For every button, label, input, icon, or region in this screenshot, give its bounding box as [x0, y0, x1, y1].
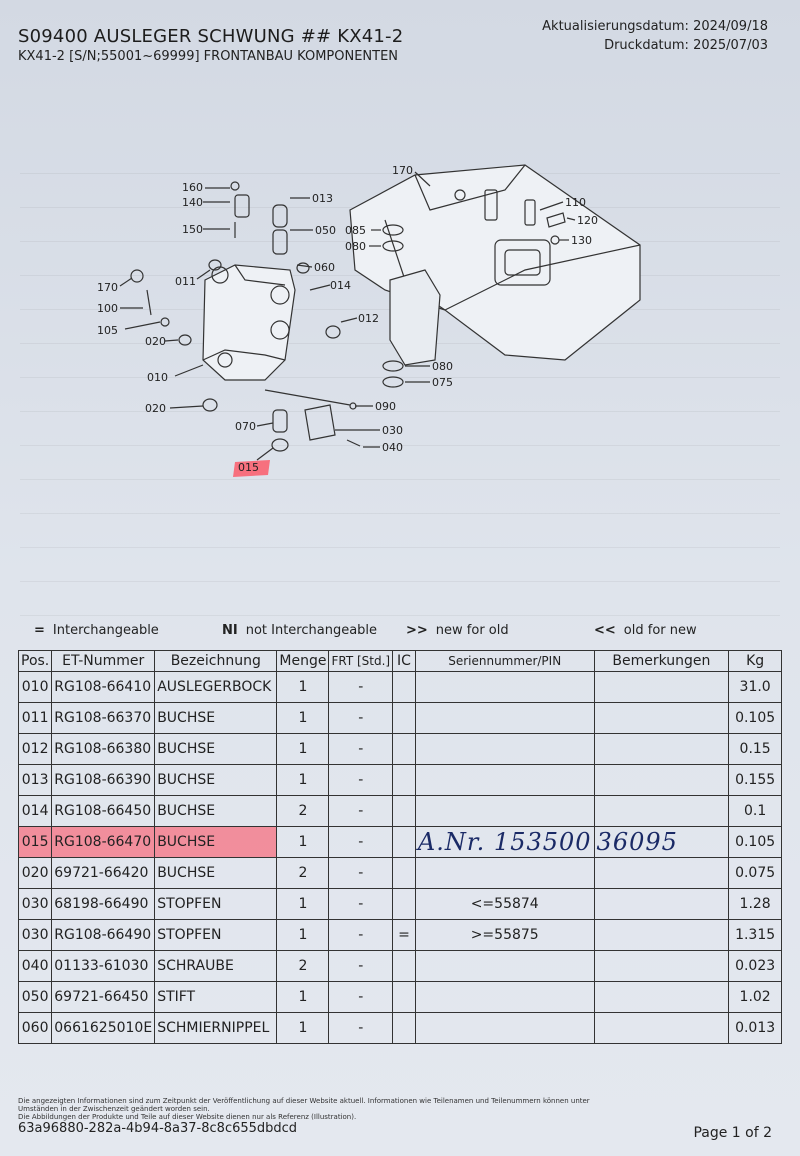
table-cell: 68198-66490 — [52, 889, 155, 920]
diagram-label: 160 — [182, 181, 203, 194]
table-cell: 0.075 — [729, 858, 782, 889]
exploded-parts-diagram — [85, 150, 650, 490]
table-cell — [415, 1013, 594, 1044]
disclaimer-line: Die Abbildungen der Produkte und Teile auf dieser Website dienen nur als Referenz (Illustration). — [18, 1113, 357, 1121]
table-cell — [393, 982, 416, 1013]
legend-label: not Interchangeable — [245, 623, 378, 638]
table-cell: RG108-66390 — [52, 765, 155, 796]
table-cell: BUCHSE — [155, 858, 277, 889]
legend-symbol: NI — [222, 623, 238, 638]
diagram-label: 075 — [432, 376, 453, 389]
table-row — [19, 827, 782, 858]
legend — [20, 623, 780, 645]
table-cell: RG108-66380 — [52, 734, 155, 765]
diagram-label: 130 — [571, 234, 592, 247]
table-cell: 030 — [19, 920, 52, 951]
table-cell: RG108-66490 — [52, 920, 155, 951]
diagram-label: 014 — [330, 279, 351, 292]
column-header: IC — [393, 651, 416, 672]
table-cell: BUCHSE — [155, 765, 277, 796]
diagram-label: 090 — [375, 400, 396, 413]
table-cell: RG108-66450 — [52, 796, 155, 827]
table-cell: - — [329, 703, 393, 734]
table-cell: 0.105 — [729, 827, 782, 858]
table-cell: RG108-66410 — [52, 672, 155, 703]
legend-label: new for old — [435, 623, 509, 638]
table-cell: 030 — [19, 889, 52, 920]
page-number: Page 1 of 2 — [693, 1125, 772, 1141]
legend-label: Interchangeable — [52, 623, 159, 638]
diagram-label: 085 — [345, 224, 366, 237]
table-cell — [594, 672, 729, 703]
table-cell: 1.02 — [729, 982, 782, 1013]
table-cell — [393, 734, 416, 765]
table-cell: SCHRAUBE — [155, 951, 277, 982]
table-cell: - — [329, 920, 393, 951]
column-header: Kg — [729, 651, 782, 672]
diagram-label: 040 — [382, 441, 403, 454]
table-cell: BUCHSE — [155, 703, 277, 734]
diagram-label: 010 — [147, 371, 168, 384]
table-row — [19, 765, 782, 796]
diagram-label: 015 — [238, 461, 259, 474]
table-cell: = — [393, 920, 416, 951]
table-cell: 040 — [19, 951, 52, 982]
parts-table — [18, 650, 782, 1044]
update-date: Aktualisierungsdatum: 2024/09/18 — [542, 19, 768, 34]
table-cell — [594, 982, 729, 1013]
table-cell: - — [329, 982, 393, 1013]
column-header: Bemerkungen — [594, 651, 729, 672]
table-cell — [594, 765, 729, 796]
table-cell — [415, 982, 594, 1013]
table-cell: 1 — [277, 765, 329, 796]
table-cell: 060 — [19, 1013, 52, 1044]
table-cell: - — [329, 765, 393, 796]
table-cell — [594, 796, 729, 827]
legend-old-for-new — [594, 623, 697, 638]
table-cell: RG108-66470 — [52, 827, 155, 858]
table-cell — [415, 951, 594, 982]
diagram-label: 110 — [565, 196, 586, 209]
table-cell: STIFT — [155, 982, 277, 1013]
page-subtitle: KX41-2 [S/N;55001~69999] FRONTANBAU KOMPONENTEN — [18, 49, 399, 64]
table-cell: 0.1 — [729, 796, 782, 827]
table-cell — [393, 703, 416, 734]
table-cell: 011 — [19, 703, 52, 734]
table-cell: 2 — [277, 951, 329, 982]
diagram-label: 170 — [97, 281, 118, 294]
table-cell: 012 — [19, 734, 52, 765]
diagram-label: 140 — [182, 196, 203, 209]
diagram-label: 013 — [312, 192, 333, 205]
table-row — [19, 672, 782, 703]
print-date: Druckdatum: 2025/07/03 — [604, 38, 768, 53]
diagram-label: 020 — [145, 402, 166, 415]
table-cell: 013 — [19, 765, 52, 796]
diagram-label: 011 — [175, 275, 196, 288]
table-cell — [393, 1013, 416, 1044]
table-cell: 0661625010E — [52, 1013, 155, 1044]
table-cell: 69721-66420 — [52, 858, 155, 889]
table-cell — [393, 889, 416, 920]
diagram-label: 060 — [314, 261, 335, 274]
table-cell — [415, 796, 594, 827]
table-cell: 010 — [19, 672, 52, 703]
table-cell: 050 — [19, 982, 52, 1013]
table-cell — [393, 796, 416, 827]
table-cell: - — [329, 672, 393, 703]
table-cell: 1 — [277, 672, 329, 703]
table-cell — [594, 951, 729, 982]
table-cell: 1.315 — [729, 920, 782, 951]
table-row — [19, 1013, 782, 1044]
table-cell: 0.013 — [729, 1013, 782, 1044]
table-header-row — [19, 651, 782, 672]
disclaimer-line: Die angezeigten Informationen sind zum Zeitpunkt der Veröffentlichung auf dieser Website aktuell. Informationen wie Teilenamen und Teilenummern können unter — [18, 1097, 590, 1105]
table-cell — [594, 889, 729, 920]
table-cell: - — [329, 796, 393, 827]
table-cell: 020 — [19, 858, 52, 889]
table-row — [19, 703, 782, 734]
diagram-label: 030 — [382, 424, 403, 437]
table-cell: 31.0 — [729, 672, 782, 703]
table-cell: SCHMIERNIPPEL — [155, 1013, 277, 1044]
table-cell — [415, 703, 594, 734]
legend-symbol: = — [34, 623, 45, 638]
table-cell: 0.155 — [729, 765, 782, 796]
table-row — [19, 982, 782, 1013]
table-cell — [393, 858, 416, 889]
table-row — [19, 796, 782, 827]
diagram-label: 120 — [577, 214, 598, 227]
table-cell: BUCHSE — [155, 827, 277, 858]
column-header: Menge — [277, 651, 329, 672]
column-header: Pos. — [19, 651, 52, 672]
table-cell: - — [329, 827, 393, 858]
diagram-label: 020 — [145, 335, 166, 348]
column-header: FRT [Std.] — [329, 651, 393, 672]
table-cell — [415, 734, 594, 765]
table-cell: 1 — [277, 703, 329, 734]
table-cell — [415, 672, 594, 703]
diagram-label: 070 — [235, 420, 256, 433]
table-cell: AUSLEGERBOCK — [155, 672, 277, 703]
table-row — [19, 889, 782, 920]
diagram-label: 170 — [392, 164, 413, 177]
table-cell: 1 — [277, 889, 329, 920]
table-body — [19, 672, 782, 1044]
legend-not-interchangeable — [222, 623, 377, 638]
table-cell: - — [329, 1013, 393, 1044]
legend-symbol: >> — [406, 623, 428, 638]
table-cell: STOPFEN — [155, 889, 277, 920]
table-cell: - — [329, 858, 393, 889]
table-cell: 014 — [19, 796, 52, 827]
diagram-label: 105 — [97, 324, 118, 337]
table-cell: 015 — [19, 827, 52, 858]
table-cell — [594, 1013, 729, 1044]
handwritten-note: A.Nr. 153500 — [415, 827, 594, 858]
table-row — [19, 920, 782, 951]
table-cell: RG108-66370 — [52, 703, 155, 734]
table-cell: BUCHSE — [155, 796, 277, 827]
diagram-label: 080 — [345, 240, 366, 253]
legend-label: old for new — [623, 623, 697, 638]
table-cell: - — [329, 889, 393, 920]
table-row — [19, 951, 782, 982]
legend-symbol: << — [594, 623, 616, 638]
table-cell — [594, 920, 729, 951]
document-id: 63a96880-282a-4b94-8a37-8c8c655dbdcd — [18, 1121, 298, 1136]
table-cell — [393, 951, 416, 982]
column-header: Seriennummer/PIN — [415, 651, 594, 672]
table-cell — [393, 672, 416, 703]
diagram-label: 012 — [358, 312, 379, 325]
table-cell: 0.15 — [729, 734, 782, 765]
table-cell: <=55874 — [415, 889, 594, 920]
table-row — [19, 858, 782, 889]
disclaimer-line: Umständen in der Zwischenzeit geändert worden sein. — [18, 1105, 210, 1113]
diagram-label: 050 — [315, 224, 336, 237]
table-cell: 1 — [277, 1013, 329, 1044]
table-cell: STOPFEN — [155, 920, 277, 951]
table-cell: 1 — [277, 734, 329, 765]
table-cell — [393, 827, 416, 858]
table-cell — [594, 858, 729, 889]
column-header: ET-Nummer — [52, 651, 155, 672]
table-cell — [594, 703, 729, 734]
legend-interchangeable — [34, 623, 159, 638]
table-cell: 0.023 — [729, 951, 782, 982]
table-cell: 0.105 — [729, 703, 782, 734]
table-cell: 1.28 — [729, 889, 782, 920]
diagram-label: 100 — [97, 302, 118, 315]
table-cell: >=55875 — [415, 920, 594, 951]
table-cell: BUCHSE — [155, 734, 277, 765]
column-header: Bezeichnung — [155, 651, 277, 672]
table-cell: 2 — [277, 796, 329, 827]
table-cell — [415, 765, 594, 796]
legend-new-for-old — [406, 623, 509, 638]
page-title: S09400 AUSLEGER SCHWUNG ## KX41-2 — [18, 26, 404, 47]
table-cell: 1 — [277, 982, 329, 1013]
table-row — [19, 734, 782, 765]
table-cell: - — [329, 734, 393, 765]
table-cell: - — [329, 951, 393, 982]
diagram-label: 150 — [182, 223, 203, 236]
table-cell — [393, 765, 416, 796]
table-cell: 69721-66450 — [52, 982, 155, 1013]
table-cell: 1 — [277, 920, 329, 951]
table-cell — [415, 858, 594, 889]
table-cell — [594, 734, 729, 765]
table-cell: 2 — [277, 858, 329, 889]
table-cell: 1 — [277, 827, 329, 858]
handwritten-note: 36095 — [594, 827, 729, 858]
table-cell: 01133-61030 — [52, 951, 155, 982]
disclaimer-note — [18, 1097, 658, 1121]
diagram-label: 080 — [432, 360, 453, 373]
